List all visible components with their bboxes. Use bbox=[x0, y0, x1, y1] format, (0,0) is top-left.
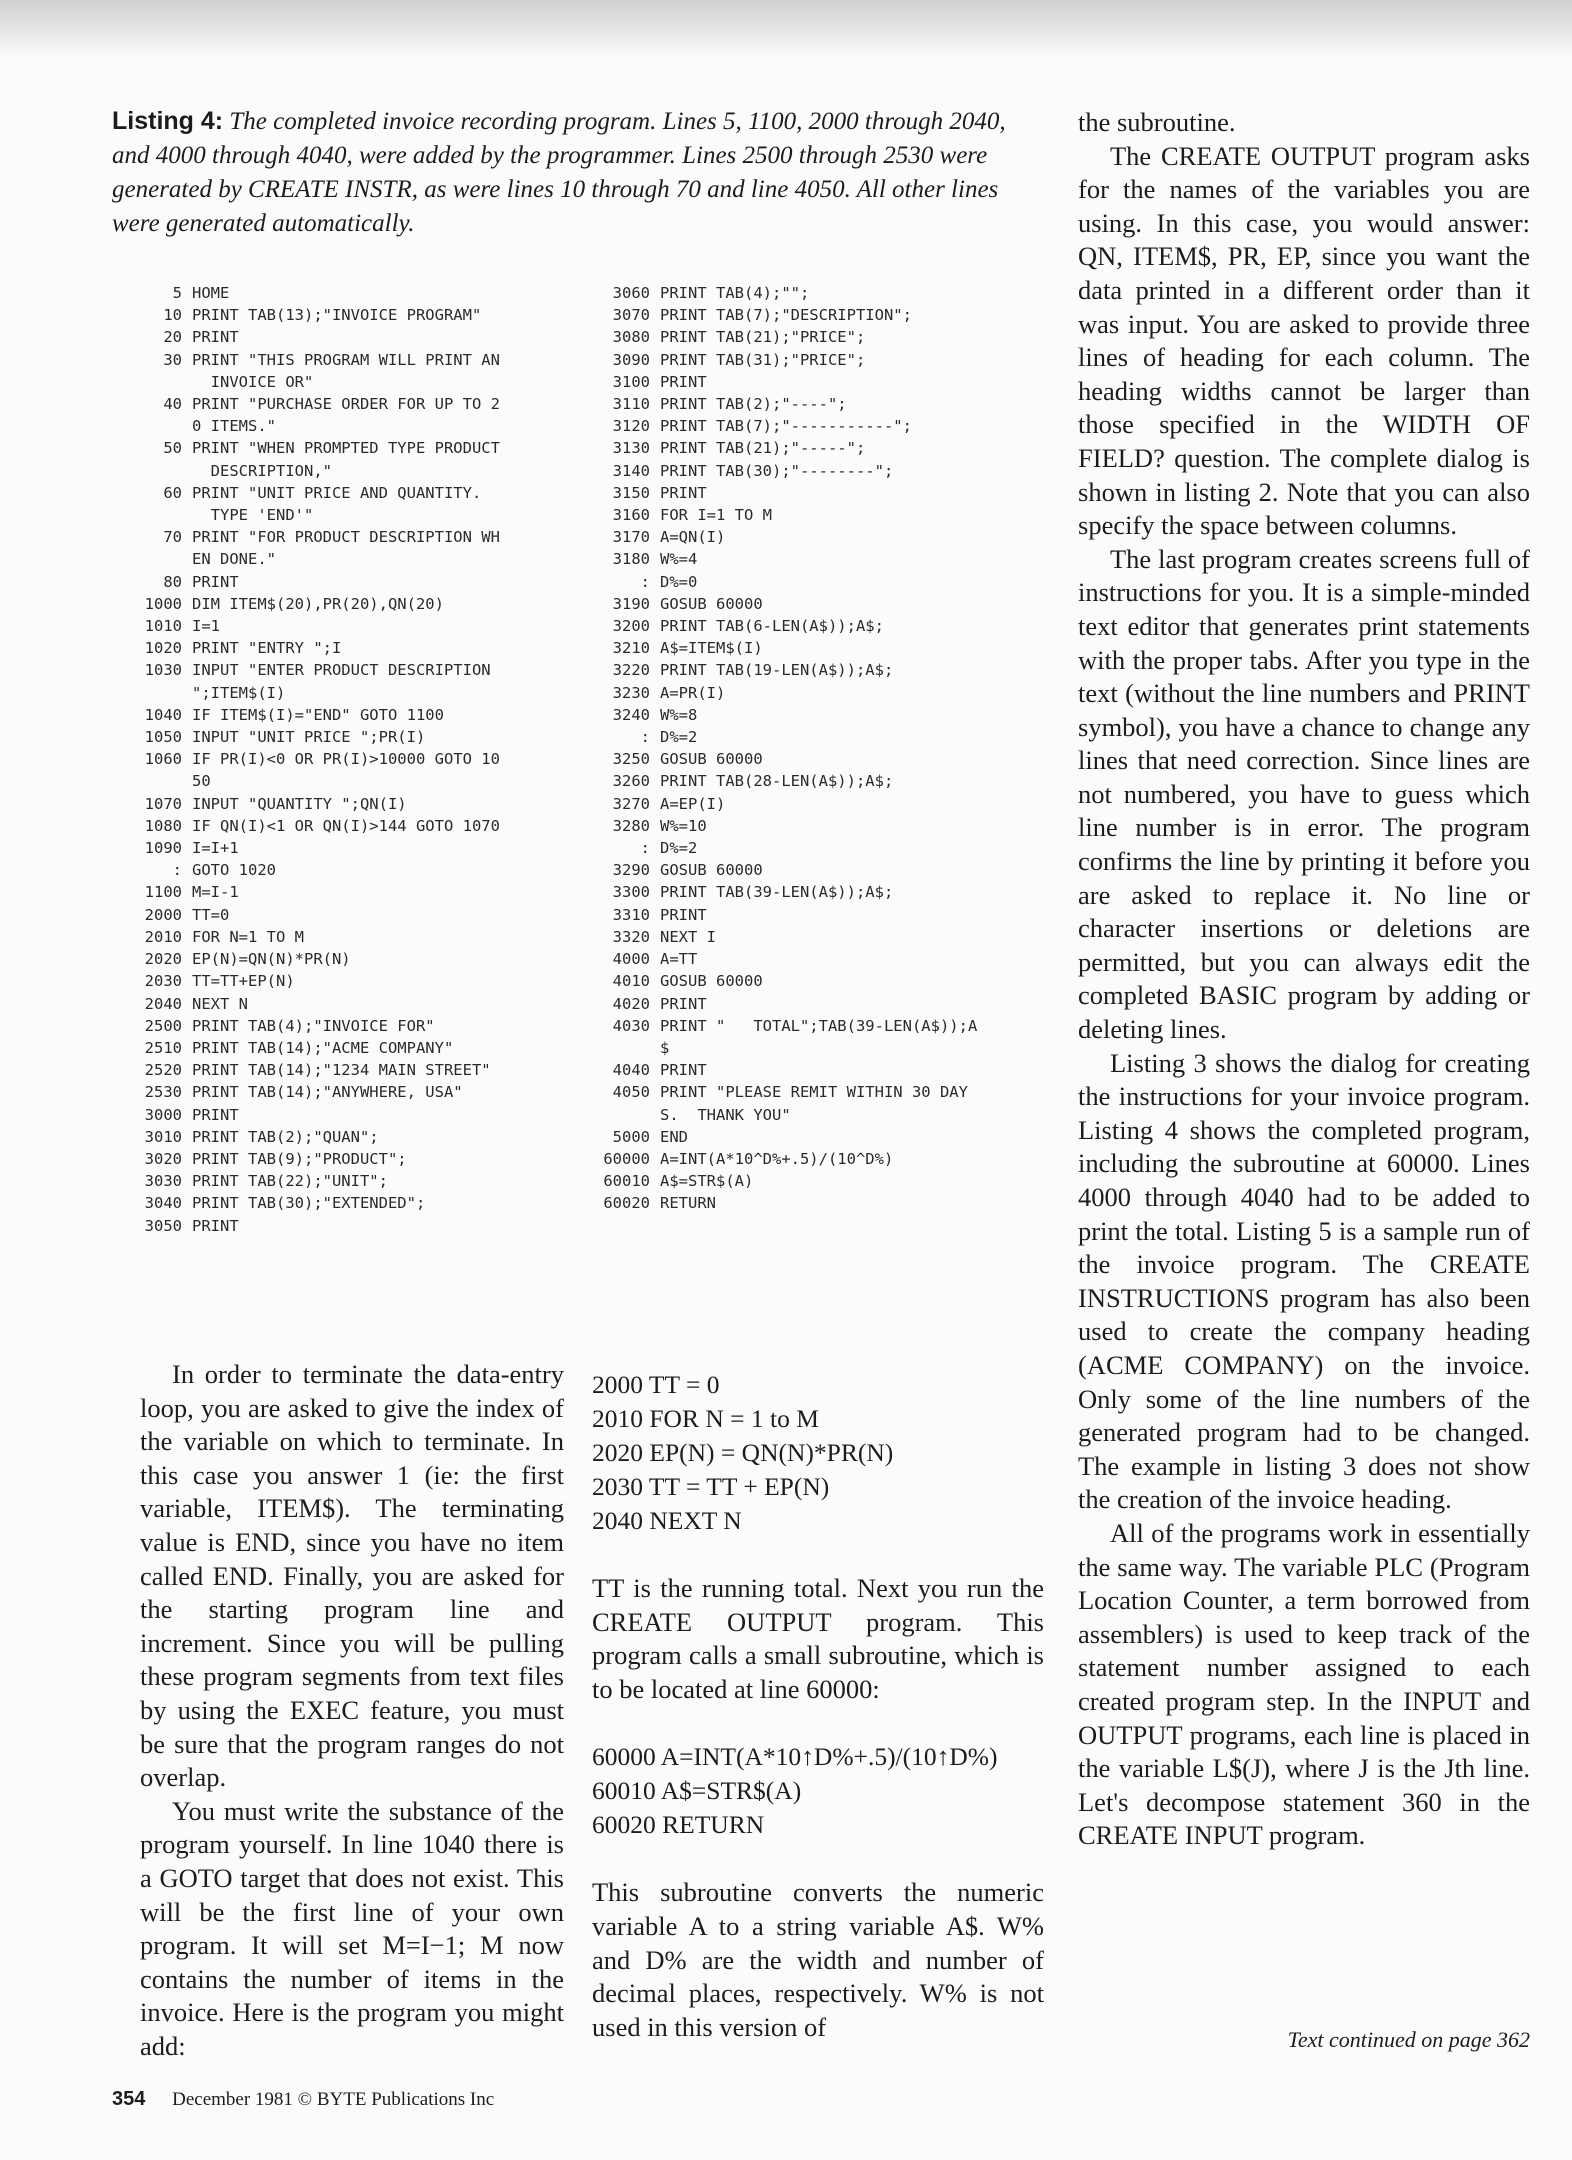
line-code: PRINT TAB(21);"PRICE"; bbox=[660, 328, 866, 347]
code-line bbox=[112, 993, 572, 1015]
line-number: 1060 bbox=[144, 750, 182, 769]
line-code: PRINT TAB(30);"--------"; bbox=[660, 461, 894, 480]
code-line bbox=[580, 304, 1050, 326]
code-line bbox=[112, 682, 572, 704]
code-line bbox=[112, 770, 572, 792]
line-code: PRINT " TOTAL";TAB(39-LEN(A$));A bbox=[660, 1016, 978, 1035]
code-snippet-line: 60010 A$=STR$(A) bbox=[592, 1776, 802, 1806]
line-code: I=1 bbox=[192, 617, 220, 636]
paragraph: You must write the substance of the program yourself. In line 1040 there is a GOTO target that does not exist. This will be the first line of your own program. It will set M=I−1; M now contains the number of items in the invoice. Here is the program you might add: bbox=[140, 1795, 564, 2061]
line-number: 3160 bbox=[612, 506, 650, 525]
line-code: W%=10 bbox=[660, 816, 707, 835]
line-code: A=TT bbox=[660, 950, 698, 969]
line-number: 3120 bbox=[612, 417, 650, 436]
line-number bbox=[112, 371, 192, 393]
line-code: GOSUB 60000 bbox=[660, 594, 763, 613]
code-line bbox=[112, 1015, 572, 1037]
code-line bbox=[580, 326, 1050, 348]
line-number: 3200 bbox=[612, 617, 650, 636]
line-code: INVOICE OR" bbox=[192, 372, 314, 391]
body-column-1 bbox=[140, 1358, 564, 2063]
code-snippet-line: 60020 RETURN bbox=[592, 1810, 765, 1840]
line-number: 3270 bbox=[612, 794, 650, 813]
continued-note: Text continued on page 362 bbox=[1287, 2027, 1530, 2052]
line-number: 4020 bbox=[612, 994, 650, 1013]
line-code: PRINT TAB(7);"-----------"; bbox=[660, 417, 912, 436]
code-line bbox=[580, 904, 1050, 926]
line-number: 60 bbox=[163, 483, 182, 502]
line-code: DIM ITEM$(20),PR(20),QN(20) bbox=[192, 594, 444, 613]
line-code: INPUT "UNIT PRICE ";PR(I) bbox=[192, 728, 426, 747]
line-code: RETURN bbox=[660, 1194, 716, 1213]
line-code: GOTO 1020 bbox=[192, 861, 276, 880]
code-snippet-line: 2040 NEXT N bbox=[592, 1506, 742, 1535]
line-code: PRINT "ENTRY ";I bbox=[192, 639, 342, 658]
line-number: 1000 bbox=[144, 594, 182, 613]
line-code: A=QN(I) bbox=[660, 528, 726, 547]
code-line bbox=[580, 859, 1050, 881]
line-number: 3070 bbox=[612, 306, 650, 325]
line-code: PRINT TAB(14);"1234 MAIN STREET" bbox=[192, 1061, 491, 1080]
line-number: 3050 bbox=[144, 1216, 182, 1235]
line-code: IF PR(I)<0 OR PR(I)>10000 GOTO 10 bbox=[192, 750, 500, 769]
code-line bbox=[580, 1037, 1050, 1059]
code-line bbox=[580, 1192, 1050, 1214]
line-number: 3230 bbox=[612, 683, 650, 702]
code-line bbox=[112, 904, 572, 926]
paragraph: Listing 3 shows the dialog for creating the instructions for your invoice program. Listing 4 shows the completed program, including the subroutine at 60000. Lines 4000 through 4040 had to be added to print the total. Listing 5 is a sample run of the invoice program. The CREATE INSTRUCTIONS program has also been used to create the company heading (ACME COMPANY) on the invoice. Only some of the line numbers of the generated program had to be changed. The example in listing 3 does not show the creation of the invoice heading. bbox=[1078, 1047, 1530, 1515]
code-line bbox=[580, 1148, 1050, 1170]
line-number: 3310 bbox=[612, 905, 650, 924]
code-line bbox=[112, 1148, 572, 1170]
paragraph: The last program creates screens full of instructions for you. It is a simple-minded text editor that generates print statements with the proper tabs. After you type in the text (without the line numbers and PRINT symbol), you have a chance to change any lines that need correction. Since lines are not numbered, you have to guess which line number is in error. The program confirms the line by printing it before you are asked to replace it. No line or character insertions or deletions are permitted, but you can always edit the completed BASIC program by adding or deleting lines. bbox=[1078, 543, 1530, 1045]
line-number: 1100 bbox=[144, 883, 182, 902]
line-code: PRINT TAB(21);"-----"; bbox=[660, 439, 866, 458]
listing-caption bbox=[112, 104, 1047, 241]
line-number: 60020 bbox=[603, 1194, 650, 1213]
line-code: PRINT "PURCHASE ORDER FOR UP TO 2 bbox=[192, 395, 500, 414]
code-line bbox=[112, 1170, 572, 1192]
code-line bbox=[580, 1059, 1050, 1081]
code-line bbox=[112, 415, 572, 437]
code-line bbox=[112, 659, 572, 681]
line-code: A=EP(I) bbox=[660, 794, 726, 813]
footer-text: December 1981 © BYTE Publications Inc bbox=[172, 2089, 495, 2110]
code-line bbox=[580, 1126, 1050, 1148]
line-number: 5000 bbox=[612, 1127, 650, 1146]
line-number: 3290 bbox=[612, 861, 650, 880]
line-number: 4040 bbox=[612, 1061, 650, 1080]
line-code: PRINT TAB(14);"ANYWHERE, USA" bbox=[192, 1083, 463, 1102]
code-line bbox=[112, 304, 572, 326]
line-number: 2010 bbox=[144, 927, 182, 946]
code-snippet-total bbox=[592, 1368, 1044, 1538]
line-code: PRINT TAB(9);"PRODUCT"; bbox=[192, 1149, 407, 1168]
code-line bbox=[112, 970, 572, 992]
line-number: 10 bbox=[163, 306, 182, 325]
line-number: 3180 bbox=[612, 550, 650, 569]
line-code: DESCRIPTION," bbox=[192, 461, 332, 480]
line-code: PRINT "UNIT PRICE AND QUANTITY. bbox=[192, 483, 482, 502]
code-line bbox=[112, 460, 572, 482]
line-code: TYPE 'END'" bbox=[192, 506, 314, 525]
line-number bbox=[580, 1037, 660, 1059]
line-code: I=I+1 bbox=[192, 839, 239, 858]
code-line bbox=[580, 593, 1050, 615]
line-code: M=I-1 bbox=[192, 883, 239, 902]
line-code: S. THANK YOU" bbox=[660, 1105, 791, 1124]
line-code: IF ITEM$(I)="END" GOTO 1100 bbox=[192, 705, 444, 724]
line-number: 3240 bbox=[612, 705, 650, 724]
line-code: PRINT TAB(30);"EXTENDED"; bbox=[192, 1194, 426, 1213]
line-code: PRINT bbox=[660, 372, 707, 391]
line-number: 3300 bbox=[612, 883, 650, 902]
code-line bbox=[580, 371, 1050, 393]
line-number: 2020 bbox=[144, 950, 182, 969]
line-number bbox=[112, 548, 192, 570]
line-code: PRINT bbox=[192, 1105, 239, 1124]
code-line bbox=[112, 615, 572, 637]
line-code: EP(N)=QN(N)*PR(N) bbox=[192, 950, 351, 969]
line-code: PRINT "THIS PROGRAM WILL PRINT AN bbox=[192, 350, 500, 369]
line-code: PRINT TAB(28-LEN(A$));A$; bbox=[660, 772, 894, 791]
code-line bbox=[580, 793, 1050, 815]
listing-left-column bbox=[112, 282, 572, 1237]
line-code: PRINT TAB(31);"PRICE"; bbox=[660, 350, 866, 369]
line-number: 1080 bbox=[144, 816, 182, 835]
code-snippet-line: 2030 TT = TT + EP(N) bbox=[592, 1472, 830, 1501]
code-line bbox=[112, 349, 572, 371]
code-line bbox=[580, 1170, 1050, 1192]
line-number bbox=[112, 460, 192, 482]
line-code: PRINT TAB(7);"DESCRIPTION"; bbox=[660, 306, 912, 325]
line-number: 1040 bbox=[144, 705, 182, 724]
line-code: A=INT(A*10^D%+.5)/(10^D%) bbox=[660, 1149, 894, 1168]
code-line bbox=[580, 748, 1050, 770]
line-code: W%=8 bbox=[660, 705, 698, 724]
page-footer bbox=[112, 2088, 494, 2111]
line-code: PRINT bbox=[660, 905, 707, 924]
line-number: 3100 bbox=[612, 372, 650, 391]
line-number: 3280 bbox=[612, 816, 650, 835]
code-line bbox=[112, 1037, 572, 1059]
code-line bbox=[112, 837, 572, 859]
line-code: PRINT "WHEN PROMPTED TYPE PRODUCT bbox=[192, 439, 500, 458]
code-line bbox=[112, 548, 572, 570]
line-code: D%=2 bbox=[660, 728, 698, 747]
code-line bbox=[580, 482, 1050, 504]
code-line bbox=[580, 526, 1050, 548]
code-line bbox=[112, 282, 572, 304]
line-number: 2040 bbox=[144, 994, 182, 1013]
line-code: 0 ITEMS." bbox=[192, 417, 276, 436]
line-code: FOR I=1 TO M bbox=[660, 506, 772, 525]
code-line bbox=[112, 793, 572, 815]
code-line bbox=[112, 1192, 572, 1214]
code-line bbox=[580, 282, 1050, 304]
line-code: PRINT TAB(6-LEN(A$));A$; bbox=[660, 617, 884, 636]
line-number: 3170 bbox=[612, 528, 650, 547]
line-code: PRINT bbox=[192, 572, 239, 591]
line-number: 60000 bbox=[603, 1149, 650, 1168]
line-number: 1090 bbox=[144, 839, 182, 858]
code-line bbox=[580, 1104, 1050, 1126]
caption-label: Listing 4: bbox=[112, 107, 224, 135]
line-number: 50 bbox=[163, 439, 182, 458]
line-number: 2000 bbox=[144, 905, 182, 924]
line-number: 4000 bbox=[612, 950, 650, 969]
page-number: 354 bbox=[112, 2088, 146, 2110]
line-number: 4010 bbox=[612, 972, 650, 991]
line-code: PRINT TAB(22);"UNIT"; bbox=[192, 1172, 388, 1191]
code-line bbox=[112, 1215, 572, 1237]
code-line bbox=[580, 704, 1050, 726]
code-line bbox=[112, 637, 572, 659]
line-code: A$=STR$(A) bbox=[660, 1172, 754, 1191]
line-code: EN DONE." bbox=[192, 550, 276, 569]
line-number: 1020 bbox=[144, 639, 182, 658]
line-code: INPUT "QUANTITY ";QN(I) bbox=[192, 794, 407, 813]
code-line bbox=[112, 859, 572, 881]
line-number bbox=[112, 504, 192, 526]
line-code: TT=TT+EP(N) bbox=[192, 972, 295, 991]
line-code: $ bbox=[660, 1038, 670, 1057]
line-code: ";ITEM$(I) bbox=[192, 683, 286, 702]
code-line bbox=[580, 881, 1050, 903]
line-number: 4050 bbox=[612, 1083, 650, 1102]
body-column-2 bbox=[592, 1368, 1044, 2044]
paragraph: All of the programs work in essentially the same way. The variable PLC (Program Location Counter, a term borrowed from assemblers) is used to keep track of the statement number assigned to each created program step. In the INPUT and OUTPUT programs, each line is placed in the variable L$(J), where J is the Jth line. Let's decompose statement 360 in the CREATE INPUT program. bbox=[1078, 1517, 1530, 1851]
line-code: GOSUB 60000 bbox=[660, 750, 763, 769]
line-code: PRINT "PLEASE REMIT WITHIN 30 DAY bbox=[660, 1083, 968, 1102]
code-line bbox=[112, 593, 572, 615]
line-number: 5 bbox=[172, 284, 182, 302]
line-number: 3250 bbox=[612, 750, 650, 769]
line-number: 3140 bbox=[612, 461, 650, 480]
line-code: PRINT bbox=[660, 994, 707, 1013]
line-number bbox=[580, 1104, 660, 1126]
line-number: 1070 bbox=[144, 794, 182, 813]
line-number: : bbox=[640, 728, 650, 747]
line-code: END bbox=[660, 1127, 688, 1146]
line-number: 3030 bbox=[144, 1172, 182, 1191]
line-number: 2520 bbox=[144, 1061, 182, 1080]
code-line bbox=[580, 970, 1050, 992]
code-line bbox=[580, 415, 1050, 437]
line-number: 3210 bbox=[612, 639, 650, 658]
line-code: PRINT bbox=[192, 328, 239, 347]
line-code: D%=0 bbox=[660, 572, 698, 591]
code-line bbox=[112, 437, 572, 459]
code-line bbox=[112, 748, 572, 770]
line-number: 1030 bbox=[144, 661, 182, 680]
line-number: : bbox=[640, 572, 650, 591]
line-number: 3130 bbox=[612, 439, 650, 458]
code-line bbox=[112, 526, 572, 548]
line-number bbox=[112, 415, 192, 437]
listing-right-column bbox=[580, 282, 1050, 1215]
line-number: 3040 bbox=[144, 1194, 182, 1213]
code-line bbox=[580, 682, 1050, 704]
code-line bbox=[112, 704, 572, 726]
line-number: 60010 bbox=[603, 1172, 650, 1191]
code-line bbox=[112, 393, 572, 415]
line-number: 3010 bbox=[144, 1127, 182, 1146]
line-code: TT=0 bbox=[192, 905, 230, 924]
line-number: 20 bbox=[163, 328, 182, 347]
code-line bbox=[112, 948, 572, 970]
line-number bbox=[112, 770, 192, 792]
code-line bbox=[112, 726, 572, 748]
line-code: PRINT bbox=[192, 1216, 239, 1235]
paragraph: TT is the running total. Next you run the CREATE OUTPUT program. This program calls a small subroutine, which is to be located at line 60000: bbox=[592, 1573, 1044, 1704]
line-code: PRINT bbox=[660, 483, 707, 502]
code-snippet-line: 2010 FOR N = 1 to M bbox=[592, 1404, 819, 1433]
code-line bbox=[580, 1081, 1050, 1103]
line-number: 3260 bbox=[612, 772, 650, 791]
code-line bbox=[580, 926, 1050, 948]
paragraph: This subroutine converts the numeric variable A to a string variable A$. W% and D% are the width and number of decimal places, respectively. W% is not used in this version of bbox=[592, 1877, 1044, 2042]
code-line bbox=[112, 1081, 572, 1103]
code-line bbox=[112, 371, 572, 393]
body-column-3 bbox=[1078, 106, 1530, 1853]
code-snippet-subroutine bbox=[592, 1740, 1044, 1842]
line-number: 3080 bbox=[612, 328, 650, 347]
code-line bbox=[112, 326, 572, 348]
line-code: A$=ITEM$(I) bbox=[660, 639, 763, 658]
line-code: A=PR(I) bbox=[660, 683, 726, 702]
paragraph: In order to terminate the data-entry loop, you are asked to give the index of the variable on which to terminate. In this case you answer 1 (ie: the first variable, ITEM$). The terminating value is END, since you have no item called END. Finally, you are asked for the starting program line and increment. Since you will be pulling these program segments from text files by using the EXEC feature, you must be sure that the program ranges do not overlap. bbox=[140, 1359, 564, 1793]
code-line bbox=[580, 659, 1050, 681]
line-number: 2510 bbox=[144, 1038, 182, 1057]
code-line bbox=[112, 815, 572, 837]
code-snippet-line: 2000 TT = 0 bbox=[592, 1370, 720, 1399]
code-line bbox=[112, 1126, 572, 1148]
line-code: PRINT TAB(39-LEN(A$));A$; bbox=[660, 883, 894, 902]
code-line bbox=[580, 349, 1050, 371]
page-top-edge bbox=[0, 0, 1572, 58]
line-number: 4030 bbox=[612, 1016, 650, 1035]
code-line bbox=[580, 571, 1050, 593]
code-line bbox=[580, 615, 1050, 637]
line-code: NEXT I bbox=[660, 927, 716, 946]
code-line bbox=[112, 1104, 572, 1126]
code-line bbox=[580, 548, 1050, 570]
line-code: W%=4 bbox=[660, 550, 698, 569]
line-code: PRINT TAB(2);"QUAN"; bbox=[192, 1127, 379, 1146]
code-snippet-line: 2020 EP(N) = QN(N)*PR(N) bbox=[592, 1438, 894, 1467]
line-code: PRINT bbox=[660, 1061, 707, 1080]
code-line bbox=[112, 881, 572, 903]
line-number: 3190 bbox=[612, 594, 650, 613]
code-line bbox=[580, 726, 1050, 748]
line-code: PRINT TAB(13);"INVOICE PROGRAM" bbox=[192, 306, 482, 325]
line-code: PRINT TAB(4);""; bbox=[660, 284, 810, 302]
line-code: GOSUB 60000 bbox=[660, 861, 763, 880]
caption-text: The completed invoice recording program. Lines 5, 1100, 2000 through 2040, and 4000 through 4040, were added by the programmer. Lines 2500 through 2530 were generated by CREATE INSTR, as were lines 10 through 70 and line 4050. All other lines were generated automatically. bbox=[112, 108, 1006, 237]
line-code: PRINT TAB(4);"INVOICE FOR" bbox=[192, 1016, 435, 1035]
line-number: 3060 bbox=[612, 284, 650, 302]
line-number: : bbox=[640, 839, 650, 858]
paragraph: the subroutine. bbox=[1078, 107, 1236, 137]
code-line bbox=[580, 504, 1050, 526]
code-line bbox=[580, 770, 1050, 792]
line-number: 3090 bbox=[612, 350, 650, 369]
line-code: GOSUB 60000 bbox=[660, 972, 763, 991]
line-code: FOR N=1 TO M bbox=[192, 927, 304, 946]
line-code: NEXT N bbox=[192, 994, 248, 1013]
code-line bbox=[580, 637, 1050, 659]
line-code: PRINT TAB(2);"----"; bbox=[660, 395, 847, 414]
line-number: 1050 bbox=[144, 728, 182, 747]
code-line bbox=[580, 460, 1050, 482]
line-number: 2500 bbox=[144, 1016, 182, 1035]
code-line bbox=[580, 393, 1050, 415]
line-code: PRINT "FOR PRODUCT DESCRIPTION WH bbox=[192, 528, 500, 547]
line-number: 1010 bbox=[144, 617, 182, 636]
paragraph: The CREATE OUTPUT program asks for the names of the variables you are using. In this case, you would answer: QN, ITEM$, PR, EP, since you want the data printed in a different order than it was input. You are asked to provide three lines of heading for each column. The heading widths cannot be larger than those specified in the WIDTH OF FIELD? question. The complete dialog is shown in listing 2. Note that you can also specify the space between columns. bbox=[1078, 140, 1530, 541]
line-number: 3110 bbox=[612, 395, 650, 414]
line-number: 80 bbox=[163, 572, 182, 591]
code-line bbox=[580, 993, 1050, 1015]
line-code: PRINT TAB(19-LEN(A$));A$; bbox=[660, 661, 894, 680]
line-number: 70 bbox=[163, 528, 182, 547]
line-number: 3220 bbox=[612, 661, 650, 680]
code-snippet-line: 60000 A=INT(A*10↑D%+.5)/(10↑D%) bbox=[592, 1742, 998, 1772]
line-number: 2530 bbox=[144, 1083, 182, 1102]
code-line bbox=[580, 1015, 1050, 1037]
line-number: 3000 bbox=[144, 1105, 182, 1124]
line-code: IF QN(I)<1 OR QN(I)>144 GOTO 1070 bbox=[192, 816, 500, 835]
line-number: 3020 bbox=[144, 1149, 182, 1168]
line-code: D%=2 bbox=[660, 839, 698, 858]
code-line bbox=[112, 504, 572, 526]
line-number bbox=[112, 682, 192, 704]
code-line bbox=[112, 1059, 572, 1081]
line-number: : bbox=[172, 861, 182, 880]
code-line bbox=[112, 926, 572, 948]
line-code: HOME bbox=[192, 284, 230, 302]
code-line bbox=[112, 482, 572, 504]
line-code: 50 bbox=[192, 772, 211, 791]
line-number: 30 bbox=[163, 350, 182, 369]
code-line bbox=[580, 815, 1050, 837]
line-code: INPUT "ENTER PRODUCT DESCRIPTION bbox=[192, 661, 491, 680]
line-number: 40 bbox=[163, 395, 182, 414]
line-number: 3320 bbox=[612, 927, 650, 946]
code-line bbox=[112, 571, 572, 593]
code-line bbox=[580, 837, 1050, 859]
code-line bbox=[580, 437, 1050, 459]
line-code: PRINT TAB(14);"ACME COMPANY" bbox=[192, 1038, 454, 1057]
code-line bbox=[580, 948, 1050, 970]
line-number: 3150 bbox=[612, 483, 650, 502]
line-number: 2030 bbox=[144, 972, 182, 991]
